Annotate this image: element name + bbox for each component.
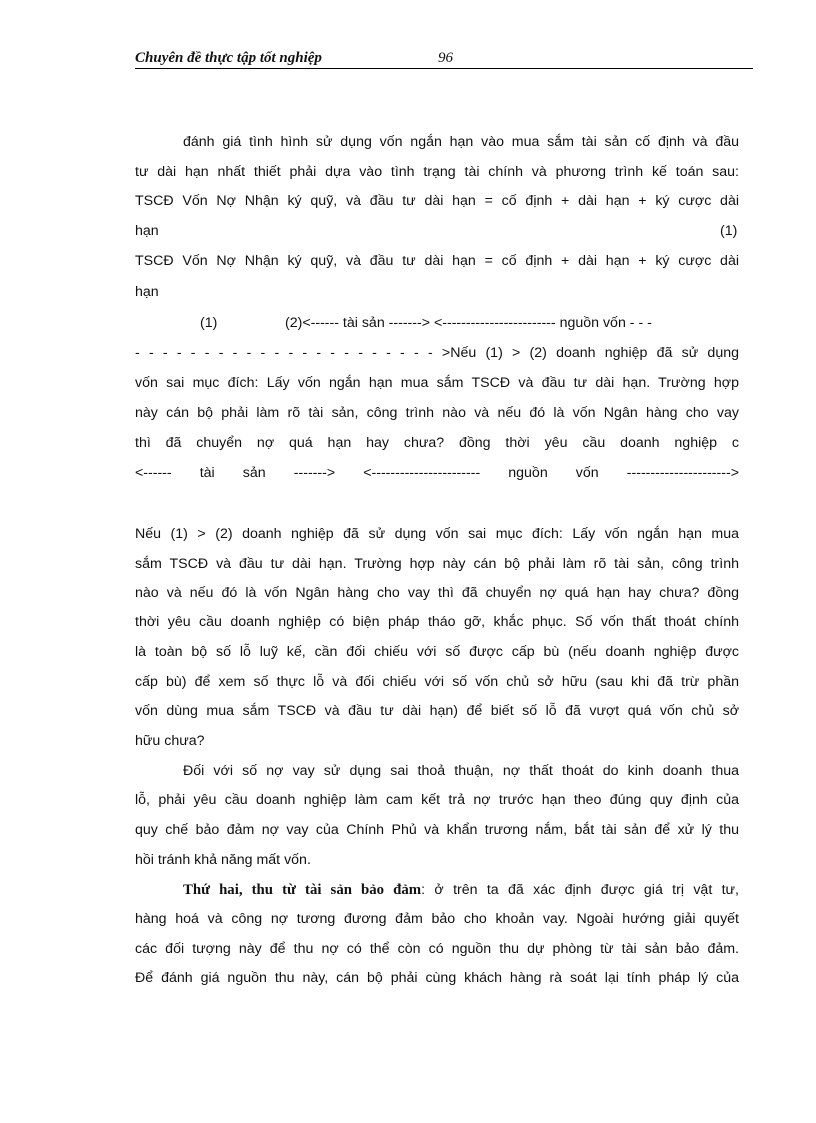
text-segment: (2)<------ tài sản -------> <------------------------ nguồn vốn - - - [285,315,652,331]
text-line: này cán bộ phải làm rõ tài sản, công trình nào và nếu đó là vốn Ngân hàng cho vay [135,405,739,421]
text-line: sắm TSCĐ và đầu tư dài hạn. Trường hợp này cán bộ phải làm rõ tài sản, công trình [135,556,739,572]
text-line: TSCĐ Vốn Nợ Nhận ký quỹ, và đầu tư dài hạn = cố định + dài hạn + ký cược dài [135,193,739,209]
text-line [135,219,739,243]
text-line: lỗ, phải yêu cầu doanh nghiệp làm cam kết trả nợ trước hạn theo đúng quy định của [135,792,739,808]
text-line: hồi tránh khả năng mất vốn. [135,852,311,868]
header-title: Chuyên đề thực tập tốt nghiệp [135,50,322,66]
text-segment: hạn [135,223,159,239]
text-line: quy chế bảo đảm nợ vay của Chính Phủ và khẩn trương nắm, bắt tài sản để xử lý thu [135,822,739,838]
section-heading: Thứ hai, thu từ tài sản bảo đảm [183,882,422,898]
text-line: thì đã chuyển nợ quá hạn hay chưa? đồng thời yêu cầu doanh nghiệp c [135,435,739,451]
text-line: nào và nếu đó là vốn Ngân hàng cho vay thì đã chuyển nợ quá hạn hay chưa? đồng [135,585,739,601]
text-line: vốn dùng mua sắm TSCĐ và đầu tư dài hạn) để biết số lỗ đã vượt quá vốn chủ sở [135,703,739,719]
text-line: các đối tượng này để thu nợ có thể còn có nguồn thu dự phòng từ tài sản bảo đảm. [135,941,739,957]
text-line [183,878,739,902]
text-line: TSCĐ Vốn Nợ Nhận ký quỹ, và đầu tư dài hạn = cố định + dài hạn + ký cược dài [135,253,739,269]
text-line: hữu chưa? [135,733,205,749]
text-line: thời yêu cầu doanh nghiệp có biện pháp tháo gỡ, khắc phục. Số vốn thất thoát chính [135,614,739,630]
text-line: tư dài hạn nhất thiết phải dựa vào tình trạng tài chính và phương trình kế toán sau: [135,164,739,180]
text-line: hạn [135,284,159,300]
page-number: 96 [438,50,453,66]
text-line: hàng hoá và công nợ tương đương đảm bảo cho khoản vay. Ngoài hướng giải quyết [135,911,739,927]
text-line: - - - - - - - - - - - - - - - - - - - - - - >Nếu (1) > (2) doanh nghiệp đã sử dụng [135,345,739,361]
text-line: Nếu (1) > (2) doanh nghiệp đã sử dụng vốn sai mục đích: Lấy vốn ngắn hạn mua [135,526,739,542]
text-line: là toàn bộ số lỗ luỹ kế, cần đối chiếu với số được cấp bù (nếu doanh nghiệp được [135,644,739,660]
text-line: đánh giá tình hình sử dụng vốn ngắn hạn vào mua sắm tài sản cố định và đầu [183,134,739,150]
equation-number: (1) [720,223,738,239]
page-header [135,49,753,69]
text-line [135,311,739,335]
equation-number: (1) [200,315,218,331]
text-line: Để đánh giá nguồn thu này, cán bộ phải cùng khách hàng rà soát lại tính pháp lý của [135,970,739,986]
text-line: Đối với số nợ vay sử dụng sai thoả thuận, nợ thất thoát do kinh doanh thua [183,763,739,779]
text-line: vốn sai mục đích: Lấy vốn ngắn hạn mua sắm TSCĐ và đầu tư dài hạn. Trường hợp [135,375,739,391]
text-line: cấp bù) để xem số thực lỗ và đối chiếu với số vốn chủ sở hữu (sau khi đã trừ phần [135,674,739,690]
text-segment: : ở trên ta đã xác định được giá trị vật tư, [421,882,739,898]
text-line: <------ tài sản -------> <----------------------- nguồn vốn ----------------------> [135,465,739,481]
